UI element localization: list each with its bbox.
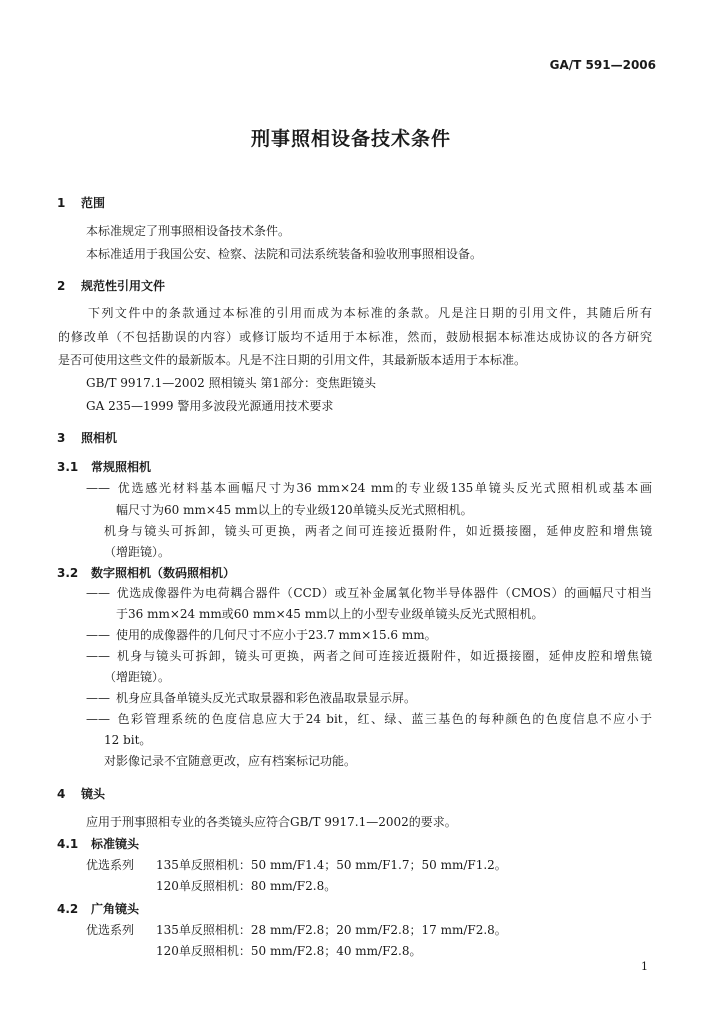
lens-list-line: 优选系列 135单反照相机：28 mm/F2.8；20 mm/F2.8；17 mm/F2.8。 <box>86 923 507 937</box>
paragraph-line: 的修改单（不包括勘误的内容）或修订版均不适用于本标准，然而，鼓励根据本标准达成协议的各方研究 <box>58 330 652 344</box>
standard-code: GA/T 591—2006 <box>549 58 656 72</box>
section-2-heading <box>57 279 165 294</box>
section-number: 3 <box>57 431 66 445</box>
paragraph-line: （增距镜）。 <box>104 545 171 559</box>
subsection-title: 标准镜头 <box>91 837 140 851</box>
list-item-line: 于36 mm×24 mm或60 mm×45 mm以上的小型专业级单镜头反光式照相机。 <box>116 607 544 621</box>
list-item-line: —— 机身应具备单镜头反光式取景器和彩色液晶取景显示屏。 <box>86 691 417 705</box>
paragraph: 本标准适用于我国公安、检察、法院和司法系统装备和验收刑事照相设备。 <box>86 247 483 261</box>
paragraph-line: 是否可使用这些文件的最新版本。凡是不注日期的引用文件，其最新版本适用于本标准。 <box>58 353 527 367</box>
list-item-line: 幅尺寸为60 mm×45 mm以上的专业级120单镜头反光式照相机。 <box>116 503 473 517</box>
subsection-4-2-heading <box>57 902 139 917</box>
section-title: 范围 <box>81 196 106 210</box>
paragraph-line: 下列文件中的条款通过本标准的引用而成为本标准的条款。凡是注日期的引用文件，其随后所有 <box>88 306 652 320</box>
paragraph: 本标准规定了刑事照相设备技术条件。 <box>86 224 291 238</box>
subsection-title: 广角镜头 <box>91 902 140 916</box>
subsection-number: 4.1 <box>57 837 79 851</box>
lens-list-line: 优选系列 135单反照相机：50 mm/F1.4；50 mm/F1.7；50 mm/F1.2。 <box>86 858 507 872</box>
subsection-3-1-heading <box>57 460 151 475</box>
section-1-heading <box>57 196 105 211</box>
section-number: 1 <box>57 196 66 210</box>
list-item-line: —— 色彩管理系统的色度信息应大于24 bit，红、绿、蓝三基色的每种颜色的色度信息不应小于 <box>86 712 652 726</box>
reference-item: GB/T 9917.1—2002 照相镜头 第1部分：变焦距镜头 <box>86 376 377 390</box>
list-label: 优选系列 <box>86 858 135 872</box>
paragraph: 应用于刑事照相专业的各类镜头应符合GB/T 9917.1—2002的要求。 <box>86 815 457 829</box>
list-item-line: （增距镜）。 <box>104 670 171 684</box>
subsection-title: 常规照相机 <box>91 460 152 474</box>
subsection-title: 数字照相机（数码照相机） <box>91 566 236 580</box>
section-4-heading <box>57 787 105 802</box>
section-3-heading <box>57 431 117 446</box>
lens-list-line: 120单反照相机：50 mm/F2.8；40 mm/F2.8。 <box>156 944 422 958</box>
list-item-line: —— 使用的成像器件的几何尺寸不应小于23.7 mm×15.6 mm。 <box>86 628 437 642</box>
page-number: 1 <box>641 960 648 973</box>
dash-bullet: —— <box>86 628 110 642</box>
list-item-line: —— 机身与镜头可拆卸，镜头可更换，两者之间可连接近摄附件，如近摄接圈，延伸皮腔和增焦镜 <box>86 649 652 663</box>
section-number: 2 <box>57 279 66 293</box>
list-item-line: —— 优选感光材料基本画幅尺寸为36 mm×24 mm的专业级135单镜头反光式照相机或基本画 <box>86 481 652 495</box>
subsection-number: 3.1 <box>57 460 79 474</box>
section-title: 镜头 <box>81 787 106 801</box>
dash-bullet: —— <box>86 712 110 726</box>
dash-bullet: —— <box>86 481 110 495</box>
list-label: 优选系列 <box>86 923 135 937</box>
list-item-line: —— 优选成像器件为电荷耦合器件（CCD）或互补金属氧化物半导体器件（CMOS）的画幅尺寸相当 <box>86 586 652 600</box>
reference-item: GA 235—1999 警用多波段光源通用技术要求 <box>86 399 334 413</box>
lens-list-line: 120单反照相机：80 mm/F2.8。 <box>156 879 337 893</box>
subsection-3-2-heading <box>57 566 235 581</box>
list-item-line: 12 bit。 <box>104 733 152 747</box>
subsection-number: 3.2 <box>57 566 79 580</box>
section-number: 4 <box>57 787 66 801</box>
dash-bullet: —— <box>86 649 110 663</box>
document-title: 刑事照相设备技术条件 <box>250 128 451 150</box>
subsection-number: 4.2 <box>57 902 79 916</box>
paragraph-line: 机身与镜头可拆卸，镜头可更换，两者之间可连接近摄附件，如近摄接圈，延伸皮腔和增焦镜 <box>104 524 652 538</box>
dash-bullet: —— <box>86 691 110 705</box>
section-title: 规范性引用文件 <box>81 279 166 293</box>
paragraph: 对影像记录不宜随意更改，应有档案标记功能。 <box>104 754 357 768</box>
section-title: 照相机 <box>81 431 118 445</box>
dash-bullet: —— <box>86 586 110 600</box>
subsection-4-1-heading <box>57 837 139 852</box>
